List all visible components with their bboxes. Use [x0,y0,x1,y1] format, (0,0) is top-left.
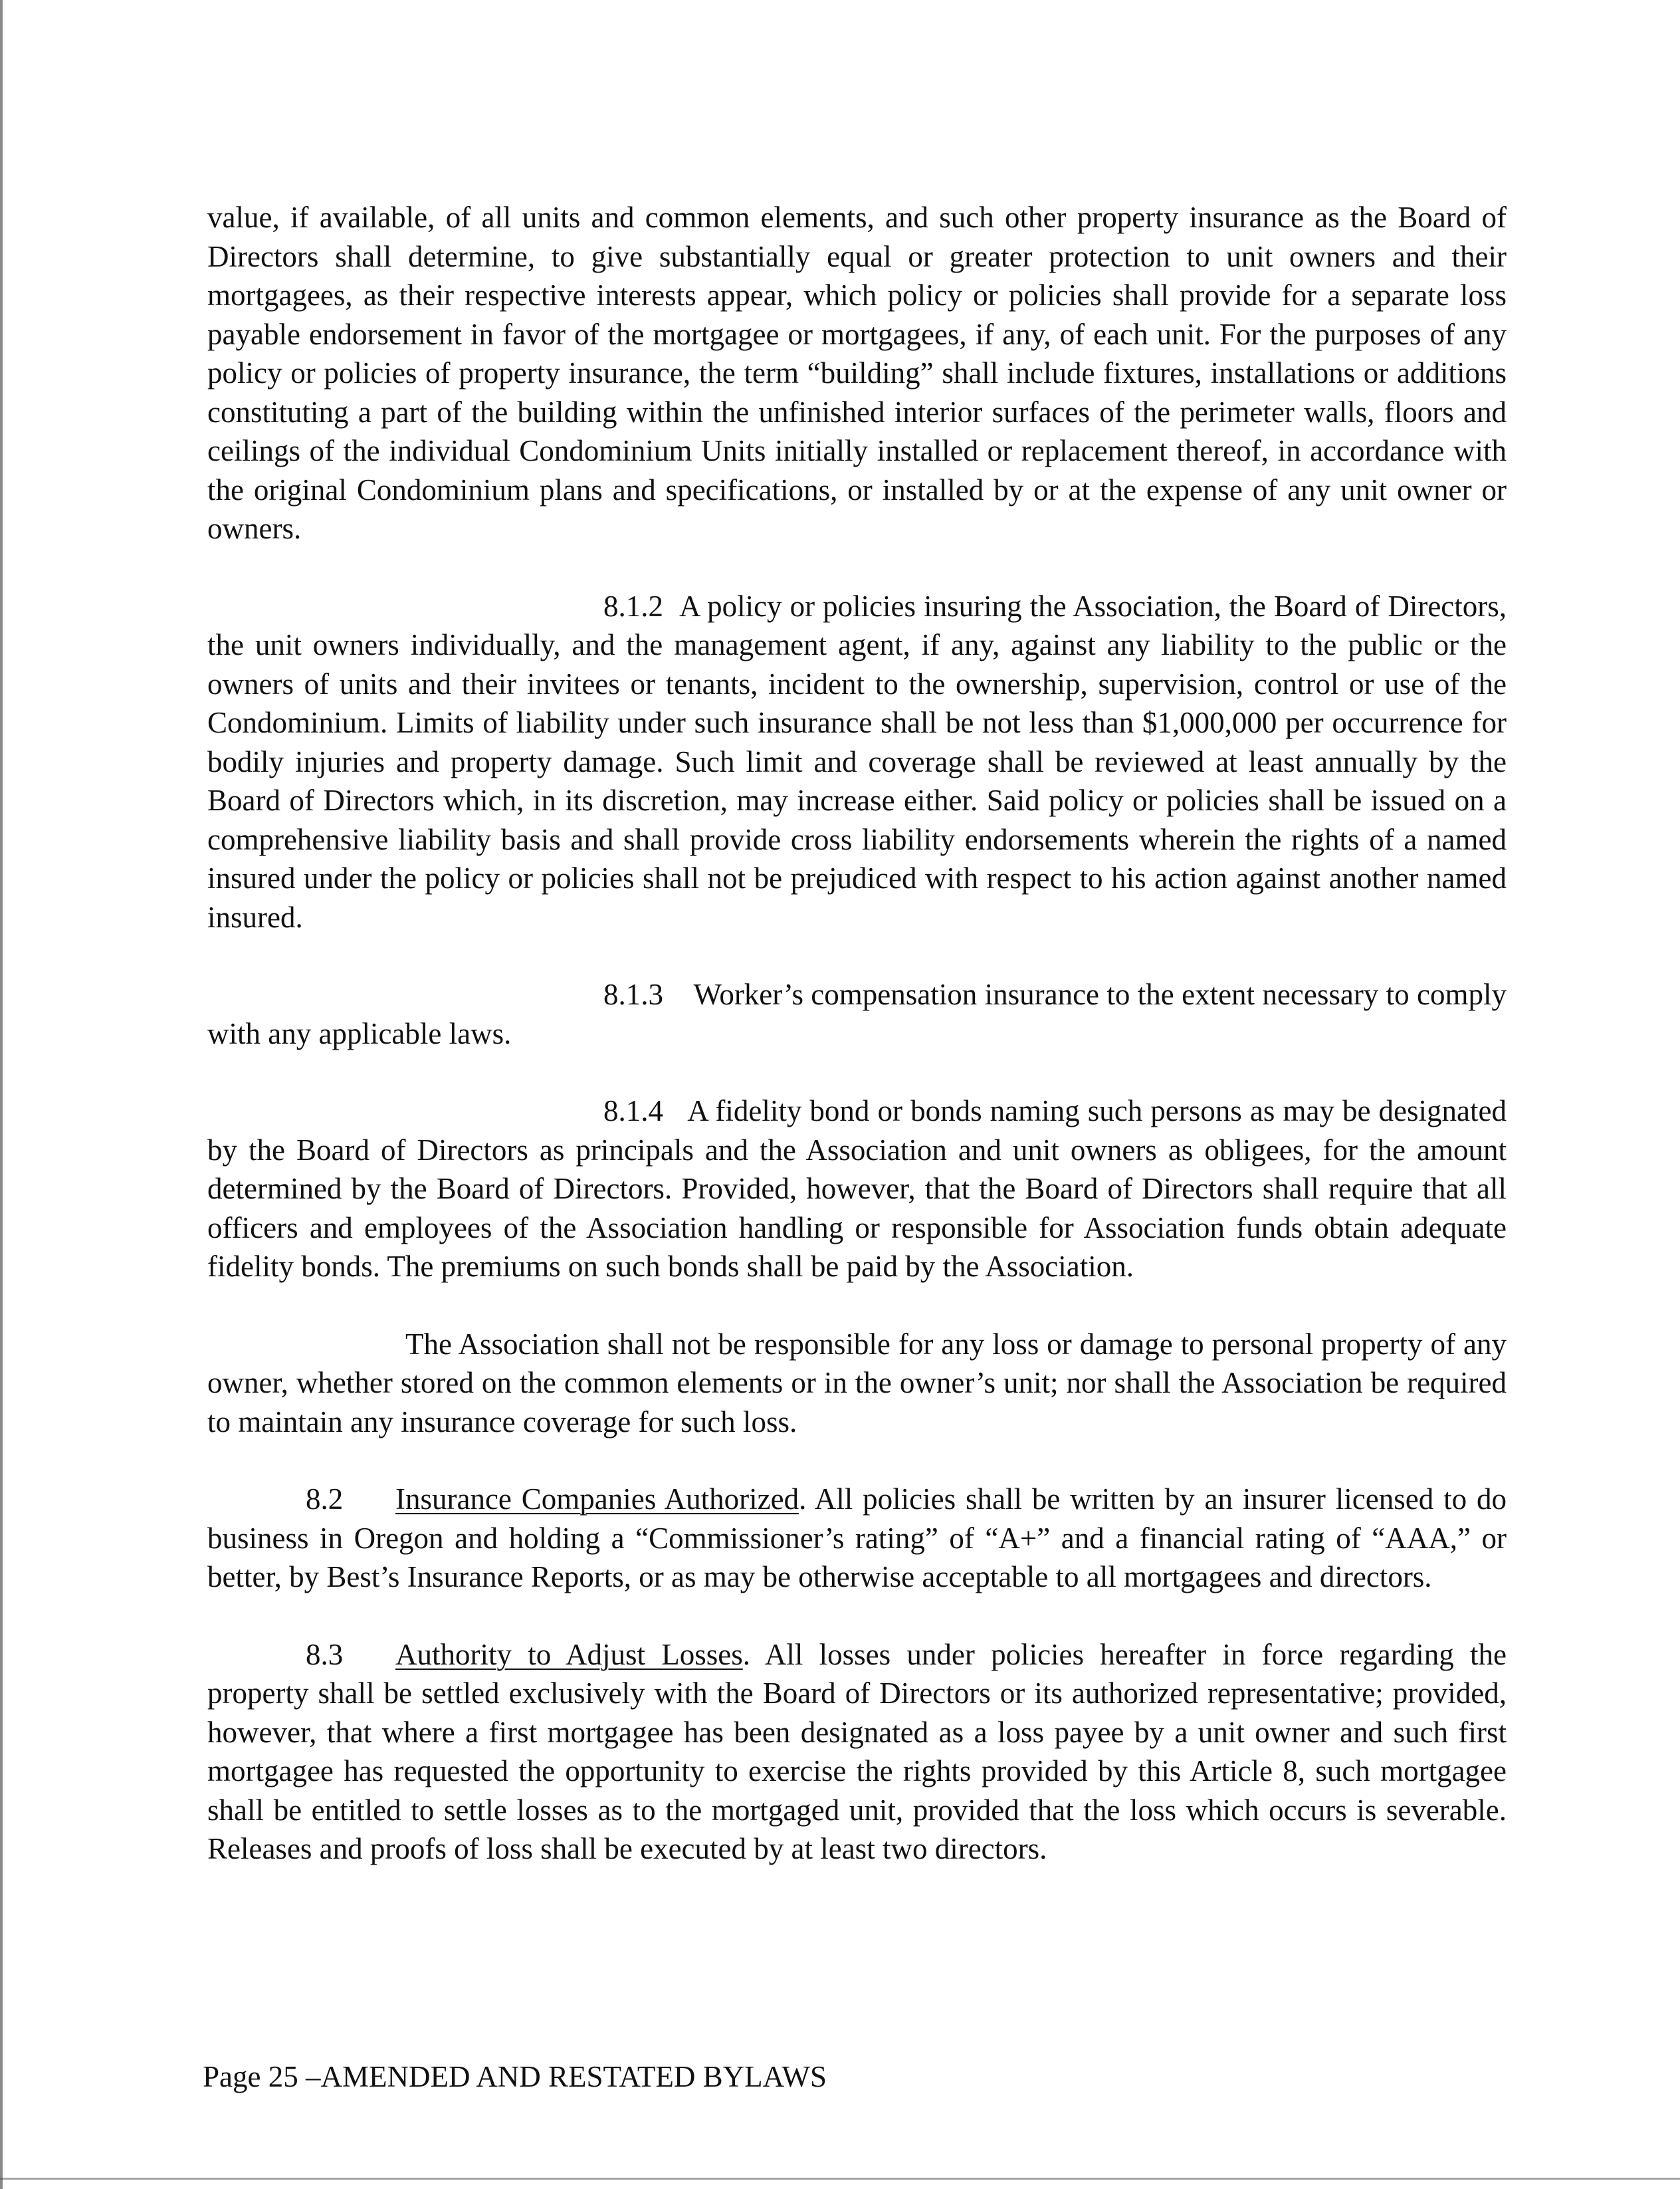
paragraph-text: . All losses under policies hereafter in force regarding the property shall be settled exclusively with the Board of Directors or its authorized representative; provided, however, that where a first mortgagee has been designated as a loss payee by a unit owner and such first mortgagee has requested the opportunity to exercise the rights provided by this Article 8, such mortgagee shall be entitled to settle losses as to the mortgaged unit, provided that the loss which occurs is severable. Releases and proofs of loss shall be executed by at least two directors. [207,1637,1507,1865]
section-number: 8.1.4 [603,1094,663,1127]
paragraph-8-1-2 [207,587,1507,937]
scan-edge-bottom [0,2178,1680,2180]
paragraph-text: value, if available, of all units and common elements, and such other property insurance as the Board of Directors shall determine, to give substantially equal or greater protection to unit owners and their mortgagees, as their respective interests appear, which policy or policies shall provide for a separate loss payable endorsement in favor of the mortgagee or mortgagees, if any, of each unit. For the purposes of any policy or policies of property insurance, the term “building” shall include fixtures, installations or additions constituting a part of the building within the unfinished interior surfaces of the perimeter walls, floors and ceilings of the individual Condominium Units initially installed or replacement thereof, in accordance with the original Condominium plans and specifications, or installed by or at the expense of any unit owner or owners. [207,201,1507,545]
paragraph-8-1-3 [207,975,1507,1053]
paragraph-text: The Association shall not be responsible for any loss or damage to personal property of any owner, whether stored on the common elements or in the owner’s unit; nor shall the Association be required to maintain any insurance coverage for such loss. [207,1327,1507,1439]
section-number: 8.3 [306,1637,344,1671]
section-8-3 [207,1635,1507,1869]
paragraph-8-1-4 [207,1092,1507,1286]
section-number: 8.2 [306,1482,344,1516]
section-heading: Authority to Adjust Losses [395,1637,743,1671]
scan-edge-left [0,0,3,2189]
section-number: 8.1.3 [603,978,663,1011]
paragraph-text: A policy or policies insuring the Association, the Board of Directors, the unit owners individually, and the management agent, if any, against any liability to the public or the owners of units and their invitees or tenants, incident to the ownership, supervision, control or use of the Condominium. Limits of liability under such insurance shall be not less than $1,000,000 per occurrence for bodily injuries and property damage. Such limit and coverage shall be reviewed at least annually by the Board of Directors which, in its discretion, may increase either. Said policy or policies shall be issued on a comprehensive liability basis and shall provide cross liability endorsements wherein the rights of a named insured under the policy or policies shall not be prejudiced with respect to his action against another named insured. [207,589,1507,934]
page-footer: Page 25 –AMENDED AND RESTATED BYLAWS [203,2060,827,2093]
paragraph-association-liability [207,1325,1507,1442]
paragraph-property-insurance-continued [207,198,1507,548]
document-page [207,198,1507,1907]
paragraph-text: . All policies shall be written by an insurer licensed to do business in Oregon and holding a “Commissioner’s rating” of “A+” and a financial rating of “AAA,” or better, by Best’s Insurance Reports, or as may be otherwise acceptable to all mortgagees and directors. [207,1482,1507,1593]
paragraph-text: A fidelity bond or bonds naming such persons as may be designated by the Board of Directors as principals and the Association and unit owners as obligees, for the amount determined by the Board of Directors. Provided, however, that the Board of Directors shall require that all officers and employees of the Association handling or responsible for Association funds obtain adequate fidelity bonds. The premiums on such bonds shall be paid by the Association. [207,1094,1507,1283]
section-number: 8.1.2 [603,589,663,623]
section-8-2 [207,1480,1507,1597]
paragraph-text: Worker’s compensation insurance to the extent necessary to comply with any applicable laws. [207,978,1507,1050]
section-heading: Insurance Companies Authorized [395,1482,799,1516]
